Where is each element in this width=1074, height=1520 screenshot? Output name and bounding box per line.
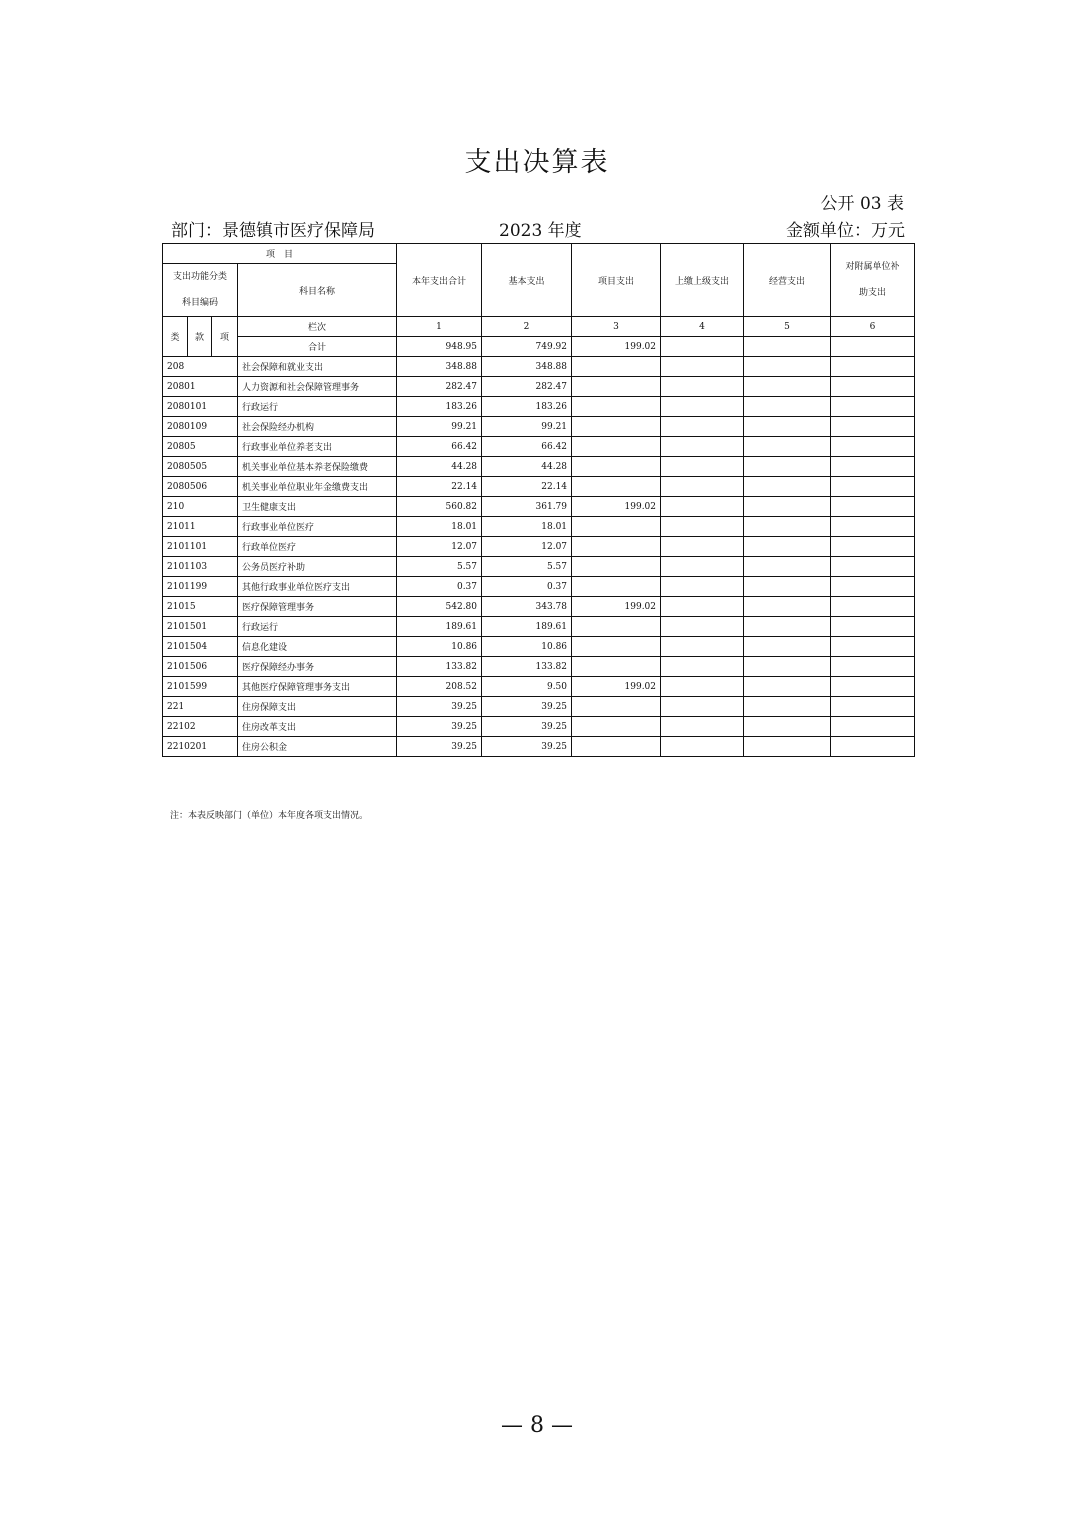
row-remit (661, 657, 744, 677)
row-project (572, 697, 661, 717)
col-header-remit: 上缴上级支出 (661, 244, 744, 317)
xiang-header: 项 (212, 317, 238, 357)
total-c5 (744, 337, 831, 357)
row-remit (661, 677, 744, 697)
row-basic: 361.79 (482, 497, 572, 517)
fiscal-year-label: 2023 年度 (499, 221, 582, 241)
total-c6 (831, 337, 915, 357)
project-header: 项 目 (163, 244, 397, 264)
row-project (572, 517, 661, 537)
row-operating (744, 477, 831, 497)
row-subject-name: 机关事业单位基本养老保险缴费 (238, 457, 397, 477)
table-row (163, 537, 915, 557)
row-code: 2101599 (163, 677, 238, 697)
row-remit (661, 517, 744, 537)
row-total: 208.52 (397, 677, 482, 697)
row-subsidy (831, 717, 915, 737)
total-c2: 749.92 (482, 337, 572, 357)
row-operating (744, 497, 831, 517)
col-header-subsidy-line1: 对附属单位补 (845, 262, 900, 272)
row-basic: 133.82 (482, 657, 572, 677)
row-total: 189.61 (397, 617, 482, 637)
row-total: 18.01 (397, 517, 482, 537)
row-code: 22102 (163, 717, 238, 737)
subject-name-header: 科目名称 (238, 264, 397, 317)
table-row (163, 557, 915, 577)
row-basic: 12.07 (482, 537, 572, 557)
col-num-1: 1 (397, 317, 482, 337)
row-subject-name: 行政事业单位养老支出 (238, 437, 397, 457)
row-project (572, 417, 661, 437)
row-subsidy (831, 457, 915, 477)
col-num-4: 4 (661, 317, 744, 337)
row-subject-name: 社会保险经办机构 (238, 417, 397, 437)
row-total: 12.07 (397, 537, 482, 557)
row-project (572, 457, 661, 477)
row-basic: 189.61 (482, 617, 572, 637)
header-row-project (163, 244, 915, 264)
row-subject-name: 住房改革支出 (238, 717, 397, 737)
table-row (163, 637, 915, 657)
row-operating (744, 617, 831, 637)
col-num-6: 6 (831, 317, 915, 337)
col-header-basic: 基本支出 (482, 244, 572, 317)
code-group-line2: 科目编码 (181, 298, 218, 308)
amount-unit-label: 金额单位：万元 (786, 221, 905, 241)
row-code: 21011 (163, 517, 238, 537)
row-remit (661, 417, 744, 437)
table-row (163, 457, 915, 477)
header-row-col-nums (163, 317, 915, 337)
col-header-operating: 经营支出 (744, 244, 831, 317)
row-remit (661, 597, 744, 617)
row-subsidy (831, 557, 915, 577)
kuan-header: 款 (188, 317, 212, 357)
table-row (163, 497, 915, 517)
row-project: 199.02 (572, 497, 661, 517)
row-code: 20805 (163, 437, 238, 457)
row-operating (744, 377, 831, 397)
row-code: 2080109 (163, 417, 238, 437)
total-c4 (661, 337, 744, 357)
row-project (572, 717, 661, 737)
row-operating (744, 577, 831, 597)
row-subsidy (831, 737, 915, 757)
row-project (572, 477, 661, 497)
row-subsidy (831, 597, 915, 617)
row-operating (744, 717, 831, 737)
row-code: 221 (163, 697, 238, 717)
row-remit (661, 397, 744, 417)
row-code: 2080101 (163, 397, 238, 417)
row-total: 542.80 (397, 597, 482, 617)
row-remit (661, 537, 744, 557)
row-subsidy (831, 537, 915, 557)
row-subsidy (831, 637, 915, 657)
row-subsidy (831, 577, 915, 597)
row-operating (744, 537, 831, 557)
row-subsidy (831, 417, 915, 437)
row-total: 39.25 (397, 717, 482, 737)
page-title: 支出决算表 (464, 147, 610, 178)
row-total: 10.86 (397, 637, 482, 657)
row-basic: 99.21 (482, 417, 572, 437)
table-body (163, 357, 915, 757)
table-row (163, 577, 915, 597)
table-row (163, 397, 915, 417)
table-row (163, 437, 915, 457)
row-basic: 5.57 (482, 557, 572, 577)
row-project (572, 557, 661, 577)
table-row (163, 377, 915, 397)
col-header-subsidy (831, 244, 915, 317)
row-project (572, 397, 661, 417)
row-remit (661, 717, 744, 737)
row-remit (661, 617, 744, 637)
row-subsidy (831, 697, 915, 717)
department-label: 部门：景德镇市医疗保障局 (171, 221, 375, 241)
table-row (163, 477, 915, 497)
row-subject-name: 其他医疗保障管理事务支出 (238, 677, 397, 697)
row-operating (744, 637, 831, 657)
row-operating (744, 397, 831, 417)
row-subject-name: 社会保障和就业支出 (238, 357, 397, 377)
row-project (572, 437, 661, 457)
row-total: 560.82 (397, 497, 482, 517)
table-row (163, 737, 915, 757)
row-operating (744, 557, 831, 577)
row-remit (661, 357, 744, 377)
row-basic: 343.78 (482, 597, 572, 617)
table-row (163, 517, 915, 537)
row-total: 348.88 (397, 357, 482, 377)
row-subject-name: 人力资源和社会保障管理事务 (238, 377, 397, 397)
row-code: 2101101 (163, 537, 238, 557)
row-project (572, 577, 661, 597)
row-remit (661, 737, 744, 757)
row-remit (661, 457, 744, 477)
row-code: 2101199 (163, 577, 238, 597)
row-subject-name: 行政事业单位医疗 (238, 517, 397, 537)
row-subsidy (831, 437, 915, 457)
row-code: 208 (163, 357, 238, 377)
row-subsidy (831, 357, 915, 377)
row-subject-name: 住房保障支出 (238, 697, 397, 717)
col-header-project: 项目支出 (572, 244, 661, 317)
row-subsidy (831, 657, 915, 677)
row-remit (661, 377, 744, 397)
row-remit (661, 577, 744, 597)
row-code: 2101501 (163, 617, 238, 637)
table-row (163, 617, 915, 637)
row-code: 2080506 (163, 477, 238, 497)
row-remit (661, 437, 744, 457)
col-header-total: 本年支出合计 (397, 244, 482, 317)
row-subject-name: 医疗保障管理事务 (238, 597, 397, 617)
row-basic: 348.88 (482, 357, 572, 377)
row-total: 0.37 (397, 577, 482, 597)
row-code: 21015 (163, 597, 238, 617)
row-total: 183.26 (397, 397, 482, 417)
row-project (572, 377, 661, 397)
row-project (572, 357, 661, 377)
row-subject-name: 公务员医疗补助 (238, 557, 397, 577)
row-project (572, 637, 661, 657)
row-total: 39.25 (397, 737, 482, 757)
row-basic: 22.14 (482, 477, 572, 497)
row-subsidy (831, 497, 915, 517)
col-num-2: 2 (482, 317, 572, 337)
table-row (163, 717, 915, 737)
row-basic: 39.25 (482, 697, 572, 717)
row-subsidy (831, 377, 915, 397)
row-remit (661, 637, 744, 657)
table-row (163, 677, 915, 697)
row-basic: 10.86 (482, 637, 572, 657)
table-note: 注：本表反映部门（单位）本年度各项支出情况。 (170, 811, 369, 821)
row-subsidy (831, 477, 915, 497)
row-subsidy (831, 517, 915, 537)
row-subject-name: 医疗保障经办事务 (238, 657, 397, 677)
row-total: 282.47 (397, 377, 482, 397)
col-num-3: 3 (572, 317, 661, 337)
row-code: 210 (163, 497, 238, 517)
row-code: 20801 (163, 377, 238, 397)
row-basic: 44.28 (482, 457, 572, 477)
row-total: 133.82 (397, 657, 482, 677)
total-row (163, 337, 915, 357)
row-project: 199.02 (572, 597, 661, 617)
row-subsidy (831, 677, 915, 697)
table-row (163, 597, 915, 617)
row-remit (661, 477, 744, 497)
row-code: 2101504 (163, 637, 238, 657)
row-project (572, 617, 661, 637)
row-project (572, 737, 661, 757)
row-basic: 66.42 (482, 437, 572, 457)
row-operating (744, 697, 831, 717)
row-basic: 183.26 (482, 397, 572, 417)
expenditure-table (162, 243, 915, 757)
total-c1: 948.95 (397, 337, 482, 357)
total-label: 合计 (238, 337, 397, 357)
form-number: 公开 03 表 (820, 194, 904, 214)
row-remit (661, 497, 744, 517)
row-basic: 9.50 (482, 677, 572, 697)
row-subject-name: 行政运行 (238, 397, 397, 417)
total-c3: 199.02 (572, 337, 661, 357)
row-total: 66.42 (397, 437, 482, 457)
row-operating (744, 677, 831, 697)
row-operating (744, 457, 831, 477)
row-operating (744, 517, 831, 537)
row-basic: 39.25 (482, 737, 572, 757)
col-label-header: 栏次 (238, 317, 397, 337)
row-remit (661, 557, 744, 577)
row-operating (744, 597, 831, 617)
row-subject-name: 卫生健康支出 (238, 497, 397, 517)
lei-header: 类 (163, 317, 188, 357)
row-subject-name: 信息化建设 (238, 637, 397, 657)
row-code: 2101506 (163, 657, 238, 677)
row-operating (744, 357, 831, 377)
col-num-5: 5 (744, 317, 831, 337)
code-group-line1: 支出功能分类 (172, 272, 227, 282)
row-code: 2210201 (163, 737, 238, 757)
row-code: 2101103 (163, 557, 238, 577)
page-number: — 8 — (501, 1413, 573, 1438)
row-total: 5.57 (397, 557, 482, 577)
row-subject-name: 其他行政事业单位医疗支出 (238, 577, 397, 597)
row-code: 2080505 (163, 457, 238, 477)
row-operating (744, 657, 831, 677)
row-project (572, 657, 661, 677)
table-row (163, 417, 915, 437)
row-basic: 39.25 (482, 717, 572, 737)
row-operating (744, 417, 831, 437)
row-total: 44.28 (397, 457, 482, 477)
row-subsidy (831, 397, 915, 417)
row-subject-name: 行政单位医疗 (238, 537, 397, 557)
table-row (163, 657, 915, 677)
row-subject-name: 机关事业单位职业年金缴费支出 (238, 477, 397, 497)
row-basic: 282.47 (482, 377, 572, 397)
row-operating (744, 437, 831, 457)
row-project: 199.02 (572, 677, 661, 697)
row-subject-name: 住房公积金 (238, 737, 397, 757)
code-group-header (163, 264, 238, 317)
col-header-subsidy-line2: 助支出 (859, 288, 887, 298)
row-basic: 18.01 (482, 517, 572, 537)
row-operating (744, 737, 831, 757)
row-remit (661, 697, 744, 717)
row-subsidy (831, 617, 915, 637)
row-total: 22.14 (397, 477, 482, 497)
report-meta (171, 216, 905, 242)
row-subject-name: 行政运行 (238, 617, 397, 637)
row-total: 99.21 (397, 417, 482, 437)
row-total: 39.25 (397, 697, 482, 717)
table-row (163, 357, 915, 377)
row-basic: 0.37 (482, 577, 572, 597)
row-project (572, 537, 661, 557)
table-row (163, 697, 915, 717)
